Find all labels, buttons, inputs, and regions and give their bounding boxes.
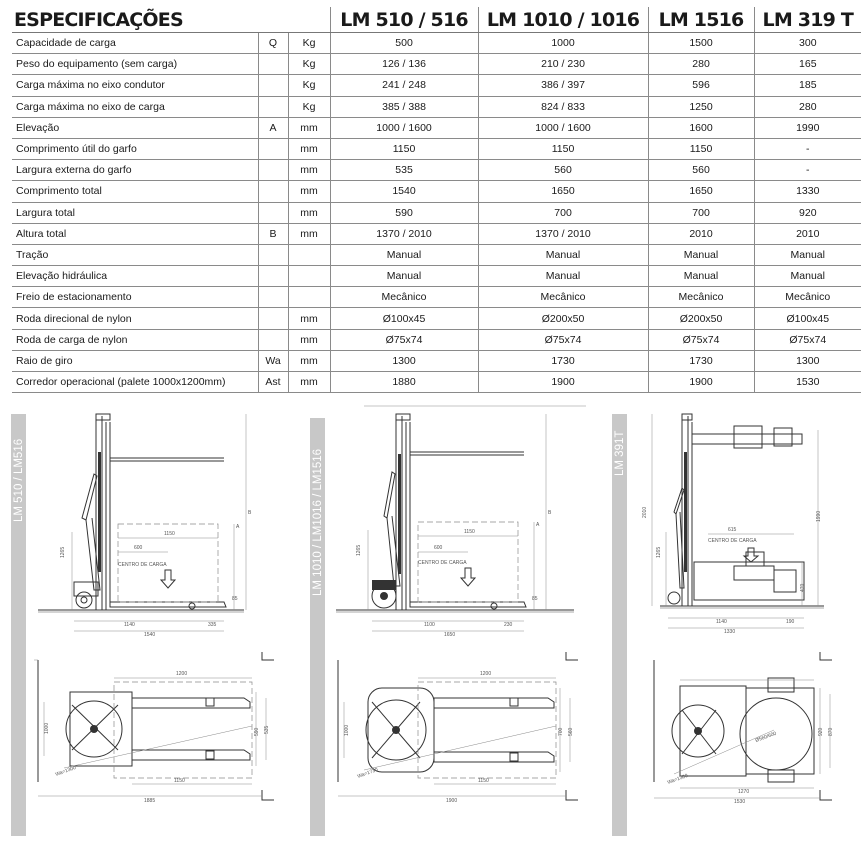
spec-value: 126 / 136 [330, 54, 478, 75]
dim-label: 1990 [816, 510, 822, 522]
dim-label: 535 [264, 725, 270, 734]
spec-value: 1530 [754, 372, 861, 393]
center-of-load-label: CENTRO DE CARGA [118, 562, 167, 568]
dim-label: Ø560/600 [754, 730, 778, 744]
dim-label: 1150 [478, 778, 489, 784]
spec-value: Mecânico [478, 287, 648, 308]
spec-value: Manual [478, 266, 648, 287]
panel-tab-label: LM 1010 / LM1016 / LM1516 [312, 448, 324, 596]
spec-symbol: B [258, 223, 288, 244]
spec-value: 1150 [330, 138, 478, 159]
spec-value: 560 [478, 160, 648, 181]
spec-table [12, 7, 861, 393]
center-of-load-label: CENTRO DE CARGA [708, 538, 757, 544]
spec-value: 700 [478, 202, 648, 223]
dim-label: 190 [786, 619, 795, 625]
spec-symbol [258, 75, 288, 96]
spec-unit: mm [288, 138, 330, 159]
spec-row [12, 266, 861, 287]
panel-tab-lm510 [11, 414, 26, 836]
spec-value: 920 [754, 202, 861, 223]
spec-row [12, 350, 861, 371]
spec-unit: mm [288, 329, 330, 350]
top-view-lm319t [634, 650, 864, 840]
spec-symbol [258, 244, 288, 265]
dim-label: 85 [532, 596, 538, 602]
dim-label: 230 [504, 622, 513, 628]
dim-label: 1100 [424, 622, 435, 628]
spec-value: Manual [330, 244, 478, 265]
spec-value: Manual [648, 244, 754, 265]
dim-label: 1330 [724, 629, 736, 635]
dim-label: 1200 [176, 671, 188, 677]
spec-unit: mm [288, 181, 330, 202]
dim-label: 600 [134, 545, 143, 551]
dim-label: 1000 [44, 722, 50, 734]
model-header: LM 319 T [754, 7, 861, 33]
dim-label: 85 [232, 596, 238, 602]
spec-value: 165 [754, 54, 861, 75]
spec-value: 1300 [330, 350, 478, 371]
spec-value: Ø100x45 [330, 308, 478, 329]
spec-row [12, 308, 861, 329]
spec-value: 210 / 230 [478, 54, 648, 75]
spec-row [12, 96, 861, 117]
spec-unit: Kg [288, 33, 330, 54]
spec-value: 700 [648, 202, 754, 223]
top-view-lm510 [34, 650, 296, 840]
spec-unit: mm [288, 117, 330, 138]
dim-label: 590 [254, 727, 260, 736]
dim-label: 870 [828, 727, 834, 736]
dim-label: Wa=1730 [356, 766, 379, 780]
spec-unit: mm [288, 160, 330, 181]
spec-row [12, 138, 861, 159]
spec-value: 1990 [754, 117, 861, 138]
spec-unit: mm [288, 308, 330, 329]
spec-value: 1880 [330, 372, 478, 393]
dim-label: 1140 [716, 619, 727, 625]
dim-label: 1270 [738, 789, 750, 795]
spec-value: Manual [754, 244, 861, 265]
spec-value: 385 / 388 [330, 96, 478, 117]
spec-row [12, 54, 861, 75]
spec-value: - [754, 138, 861, 159]
dim-label: 1265 [656, 546, 662, 558]
dim-label: 1140 [124, 622, 135, 628]
center-of-load-label: CENTRO DE CARGA [418, 560, 467, 566]
dim-label: 1265 [356, 544, 362, 556]
dim-label: 1540 [144, 632, 156, 638]
spec-value: 1900 [478, 372, 648, 393]
spec-value: 1730 [648, 350, 754, 371]
spec-value: 824 / 833 [478, 96, 648, 117]
dim-label: 1900 [446, 798, 458, 804]
spec-symbol [258, 54, 288, 75]
dim-label: 1150 [174, 778, 185, 784]
spec-row [12, 160, 861, 181]
spec-value: Ø200x50 [478, 308, 648, 329]
spec-value: Manual [478, 244, 648, 265]
spec-label: Roda direcional de nylon [12, 308, 258, 329]
spec-value: Ø75x74 [648, 329, 754, 350]
dim-label: 1265 [60, 546, 66, 558]
model-header: LM 1516 [648, 7, 754, 33]
spec-value: 280 [648, 54, 754, 75]
spec-label: Altura total [12, 223, 258, 244]
spec-value: Ø200x50 [648, 308, 754, 329]
spec-row [12, 33, 861, 54]
dim-label: 335 [208, 622, 217, 628]
spec-value: 1330 [754, 181, 861, 202]
spec-value: 1000 / 1600 [330, 117, 478, 138]
spec-symbol [258, 96, 288, 117]
spec-label: Freio de estacionamento [12, 287, 258, 308]
spec-label: Largura externa do garfo [12, 160, 258, 181]
model-header: LM 510 / 516 [330, 7, 478, 33]
spec-body [12, 33, 861, 393]
dim-label: 1650 [444, 632, 456, 638]
dim-label: B [248, 510, 252, 516]
spec-value: 1000 / 1600 [478, 117, 648, 138]
spec-value: 596 [648, 75, 754, 96]
model-header: LM 1010 / 1016 [478, 7, 648, 33]
spec-unit [288, 287, 330, 308]
spec-value: 280 [754, 96, 861, 117]
spec-value: - [754, 160, 861, 181]
spec-title: ESPECIFICAÇÕES [12, 7, 330, 33]
spec-label: Carga máxima no eixo condutor [12, 75, 258, 96]
spec-symbol [258, 138, 288, 159]
spec-row [12, 287, 861, 308]
spec-value: 500 [330, 33, 478, 54]
spec-value: Mecânico [330, 287, 478, 308]
dim-label: B [548, 510, 552, 516]
spec-label: Elevação hidráulica [12, 266, 258, 287]
spec-unit: mm [288, 223, 330, 244]
spec-unit [288, 266, 330, 287]
spec-label: Comprimento útil do garfo [12, 138, 258, 159]
spec-header-row [12, 7, 861, 33]
panel-tab-label: LM 510 / LM516 [13, 438, 25, 522]
spec-value: 1650 [478, 181, 648, 202]
spec-symbol: Q [258, 33, 288, 54]
spec-label: Peso do equipamento (sem carga) [12, 54, 258, 75]
side-view-lm319t [634, 412, 864, 644]
spec-value: Ø100x45 [754, 308, 861, 329]
spec-value: 535 [330, 160, 478, 181]
spec-value: Manual [648, 266, 754, 287]
spec-symbol [258, 181, 288, 202]
spec-label: Capacidade de carga [12, 33, 258, 54]
spec-value: 1000 [478, 33, 648, 54]
spec-value: 2010 [754, 223, 861, 244]
spec-label: Raio de giro [12, 350, 258, 371]
spec-value: 2010 [648, 223, 754, 244]
dim-label: Wa=1300 [54, 764, 77, 778]
spec-value: 241 / 248 [330, 75, 478, 96]
spec-value: 1370 / 2010 [478, 223, 648, 244]
dim-label: 1530 [734, 799, 746, 805]
dim-label: 700 [558, 727, 564, 736]
dim-label: Wa=1300 [666, 772, 689, 786]
spec-unit: Kg [288, 54, 330, 75]
spec-row [12, 329, 861, 350]
spec-row [12, 244, 861, 265]
spec-symbol: A [258, 117, 288, 138]
spec-symbol [258, 266, 288, 287]
spec-row [12, 223, 861, 244]
spec-value: 1150 [478, 138, 648, 159]
dim-label: 1000 [344, 724, 350, 736]
spec-symbol [258, 202, 288, 223]
spec-value: 1250 [648, 96, 754, 117]
spec-symbol [258, 308, 288, 329]
spec-value: 560 [648, 160, 754, 181]
spec-symbol [258, 329, 288, 350]
dim-label: 2010 [642, 506, 648, 518]
spec-value: Mecânico [754, 287, 861, 308]
spec-label: Comprimento total [12, 181, 258, 202]
spec-value: 1370 / 2010 [330, 223, 478, 244]
spec-unit: Kg [288, 75, 330, 96]
dim-label: 1885 [144, 798, 156, 804]
dim-label: A [536, 522, 540, 528]
spec-label: Tração [12, 244, 258, 265]
spec-unit: mm [288, 372, 330, 393]
spec-value: 1540 [330, 181, 478, 202]
spec-value: Mecânico [648, 287, 754, 308]
dim-label: 920 [818, 727, 824, 736]
side-view-lm1010 [334, 404, 596, 644]
spec-symbol [258, 160, 288, 181]
spec-row [12, 181, 861, 202]
panel-tab-lm319t [612, 414, 627, 836]
dim-label: 1150 [464, 529, 475, 535]
spec-row [12, 75, 861, 96]
spec-value: 1730 [478, 350, 648, 371]
spec-value: 1150 [648, 138, 754, 159]
spec-unit: Kg [288, 96, 330, 117]
spec-value: 590 [330, 202, 478, 223]
spec-label: Corredor operacional (palete 1000x1200mm) [12, 372, 258, 393]
spec-label: Largura total [12, 202, 258, 223]
dim-label: 1200 [480, 671, 492, 677]
dim-label: 615 [728, 527, 737, 533]
top-view-lm1010 [334, 650, 600, 840]
spec-value: Ø75x74 [754, 329, 861, 350]
spec-value: 1300 [754, 350, 861, 371]
spec-value: 1500 [648, 33, 754, 54]
spec-value: 1900 [648, 372, 754, 393]
spec-row [12, 117, 861, 138]
panel-tab-label: LM 391T [614, 430, 626, 476]
panel-tab-lm1010 [310, 418, 325, 836]
spec-value: 185 [754, 75, 861, 96]
spec-unit [288, 244, 330, 265]
dim-label: A [236, 524, 240, 530]
dim-label: 1150 [164, 531, 175, 537]
side-view-lm510 [34, 412, 296, 644]
spec-unit: mm [288, 350, 330, 371]
spec-label: Roda de carga de nylon [12, 329, 258, 350]
dim-label: 470 [800, 583, 806, 592]
spec-unit: mm [288, 202, 330, 223]
spec-value: Manual [330, 266, 478, 287]
spec-value: 1650 [648, 181, 754, 202]
spec-symbol: Ast [258, 372, 288, 393]
spec-value: 1600 [648, 117, 754, 138]
dim-label: 560 [568, 727, 574, 736]
spec-value: Ø75x74 [478, 329, 648, 350]
spec-label: Carga máxima no eixo de carga [12, 96, 258, 117]
spec-value: 386 / 397 [478, 75, 648, 96]
spec-value: 300 [754, 33, 861, 54]
spec-row [12, 372, 861, 393]
spec-symbol: Wa [258, 350, 288, 371]
spec-row [12, 202, 861, 223]
spec-value: Ø75x74 [330, 329, 478, 350]
spec-value: Manual [754, 266, 861, 287]
spec-label: Elevação [12, 117, 258, 138]
spec-symbol [258, 287, 288, 308]
dim-label: 600 [434, 545, 443, 551]
